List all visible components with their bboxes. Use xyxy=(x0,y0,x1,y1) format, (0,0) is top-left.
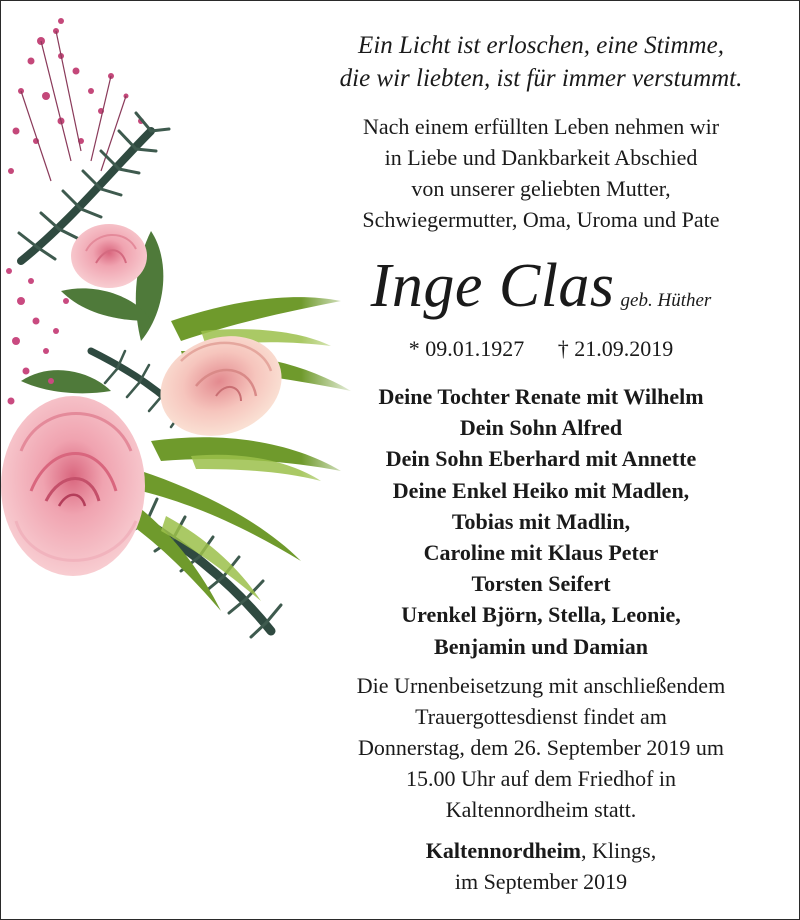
burial-line: Trauergottesdienst findet am xyxy=(415,704,667,729)
rose-large-bottom xyxy=(1,396,145,576)
deceased-name-row xyxy=(301,253,781,319)
birth-name: geb. Hüther xyxy=(620,290,712,311)
family-line: Deine Tochter Renate mit Wilhelm xyxy=(378,384,704,409)
closing-date: im September 2019 xyxy=(454,869,628,894)
birth-date: * 09.01.1927 xyxy=(408,336,525,361)
death-date: † 21.09.2019 xyxy=(557,336,674,361)
family-line: Dein Sohn Alfred xyxy=(459,415,623,441)
quote-line: die wir liebten, ist für immer verstummt. xyxy=(339,65,743,92)
intro-line: von unserer geliebten Mutter, xyxy=(411,176,671,201)
burial-line: 15.00 Uhr auf dem Friedhof in xyxy=(405,766,677,791)
intro-line: Nach einem erfüllten Leben nehmen wir xyxy=(362,114,720,139)
place-name: Kaltennordheim xyxy=(425,838,582,863)
burial-announcement xyxy=(301,670,781,825)
closing-place-date xyxy=(301,835,781,897)
family-line: Urenkel Björn, Stella, Leonie, xyxy=(401,602,681,628)
life-dates xyxy=(301,335,781,363)
memorial-quote xyxy=(301,29,781,95)
family-line: Benjamin und Damian xyxy=(434,633,648,659)
family-line: Dein Sohn Eberhard mit Annette xyxy=(385,446,697,472)
deceased-name: Inge Clas xyxy=(370,252,615,320)
place-rest: , Klings, xyxy=(581,838,657,863)
family-line: Torsten Seifert xyxy=(471,571,611,597)
quote-line: Ein Licht ist erloschen, eine Stimme, xyxy=(358,32,724,59)
family-line: Deine Enkel Heiko mit Madlen, xyxy=(392,477,690,503)
intro-line: in Liebe und Dankbarkeit Abschied xyxy=(384,145,698,170)
intro-line: Schwiegermutter, Oma, Uroma und Pate xyxy=(362,207,720,232)
family-line: Caroline mit Klaus Peter xyxy=(423,540,659,566)
heather-cluster-lower xyxy=(6,268,69,414)
closing-place xyxy=(301,835,781,866)
family-list xyxy=(301,381,781,662)
rose-small-top xyxy=(71,224,147,288)
burial-line: Kaltennordheim statt. xyxy=(445,797,637,822)
burial-line: Die Urnenbeisetzung mit anschließendem xyxy=(356,673,726,698)
intro-paragraph xyxy=(301,111,781,235)
burial-line: Donnerstag, dem 26. September 2019 um xyxy=(358,735,724,760)
family-line: Tobias mit Madlin, xyxy=(451,508,631,534)
